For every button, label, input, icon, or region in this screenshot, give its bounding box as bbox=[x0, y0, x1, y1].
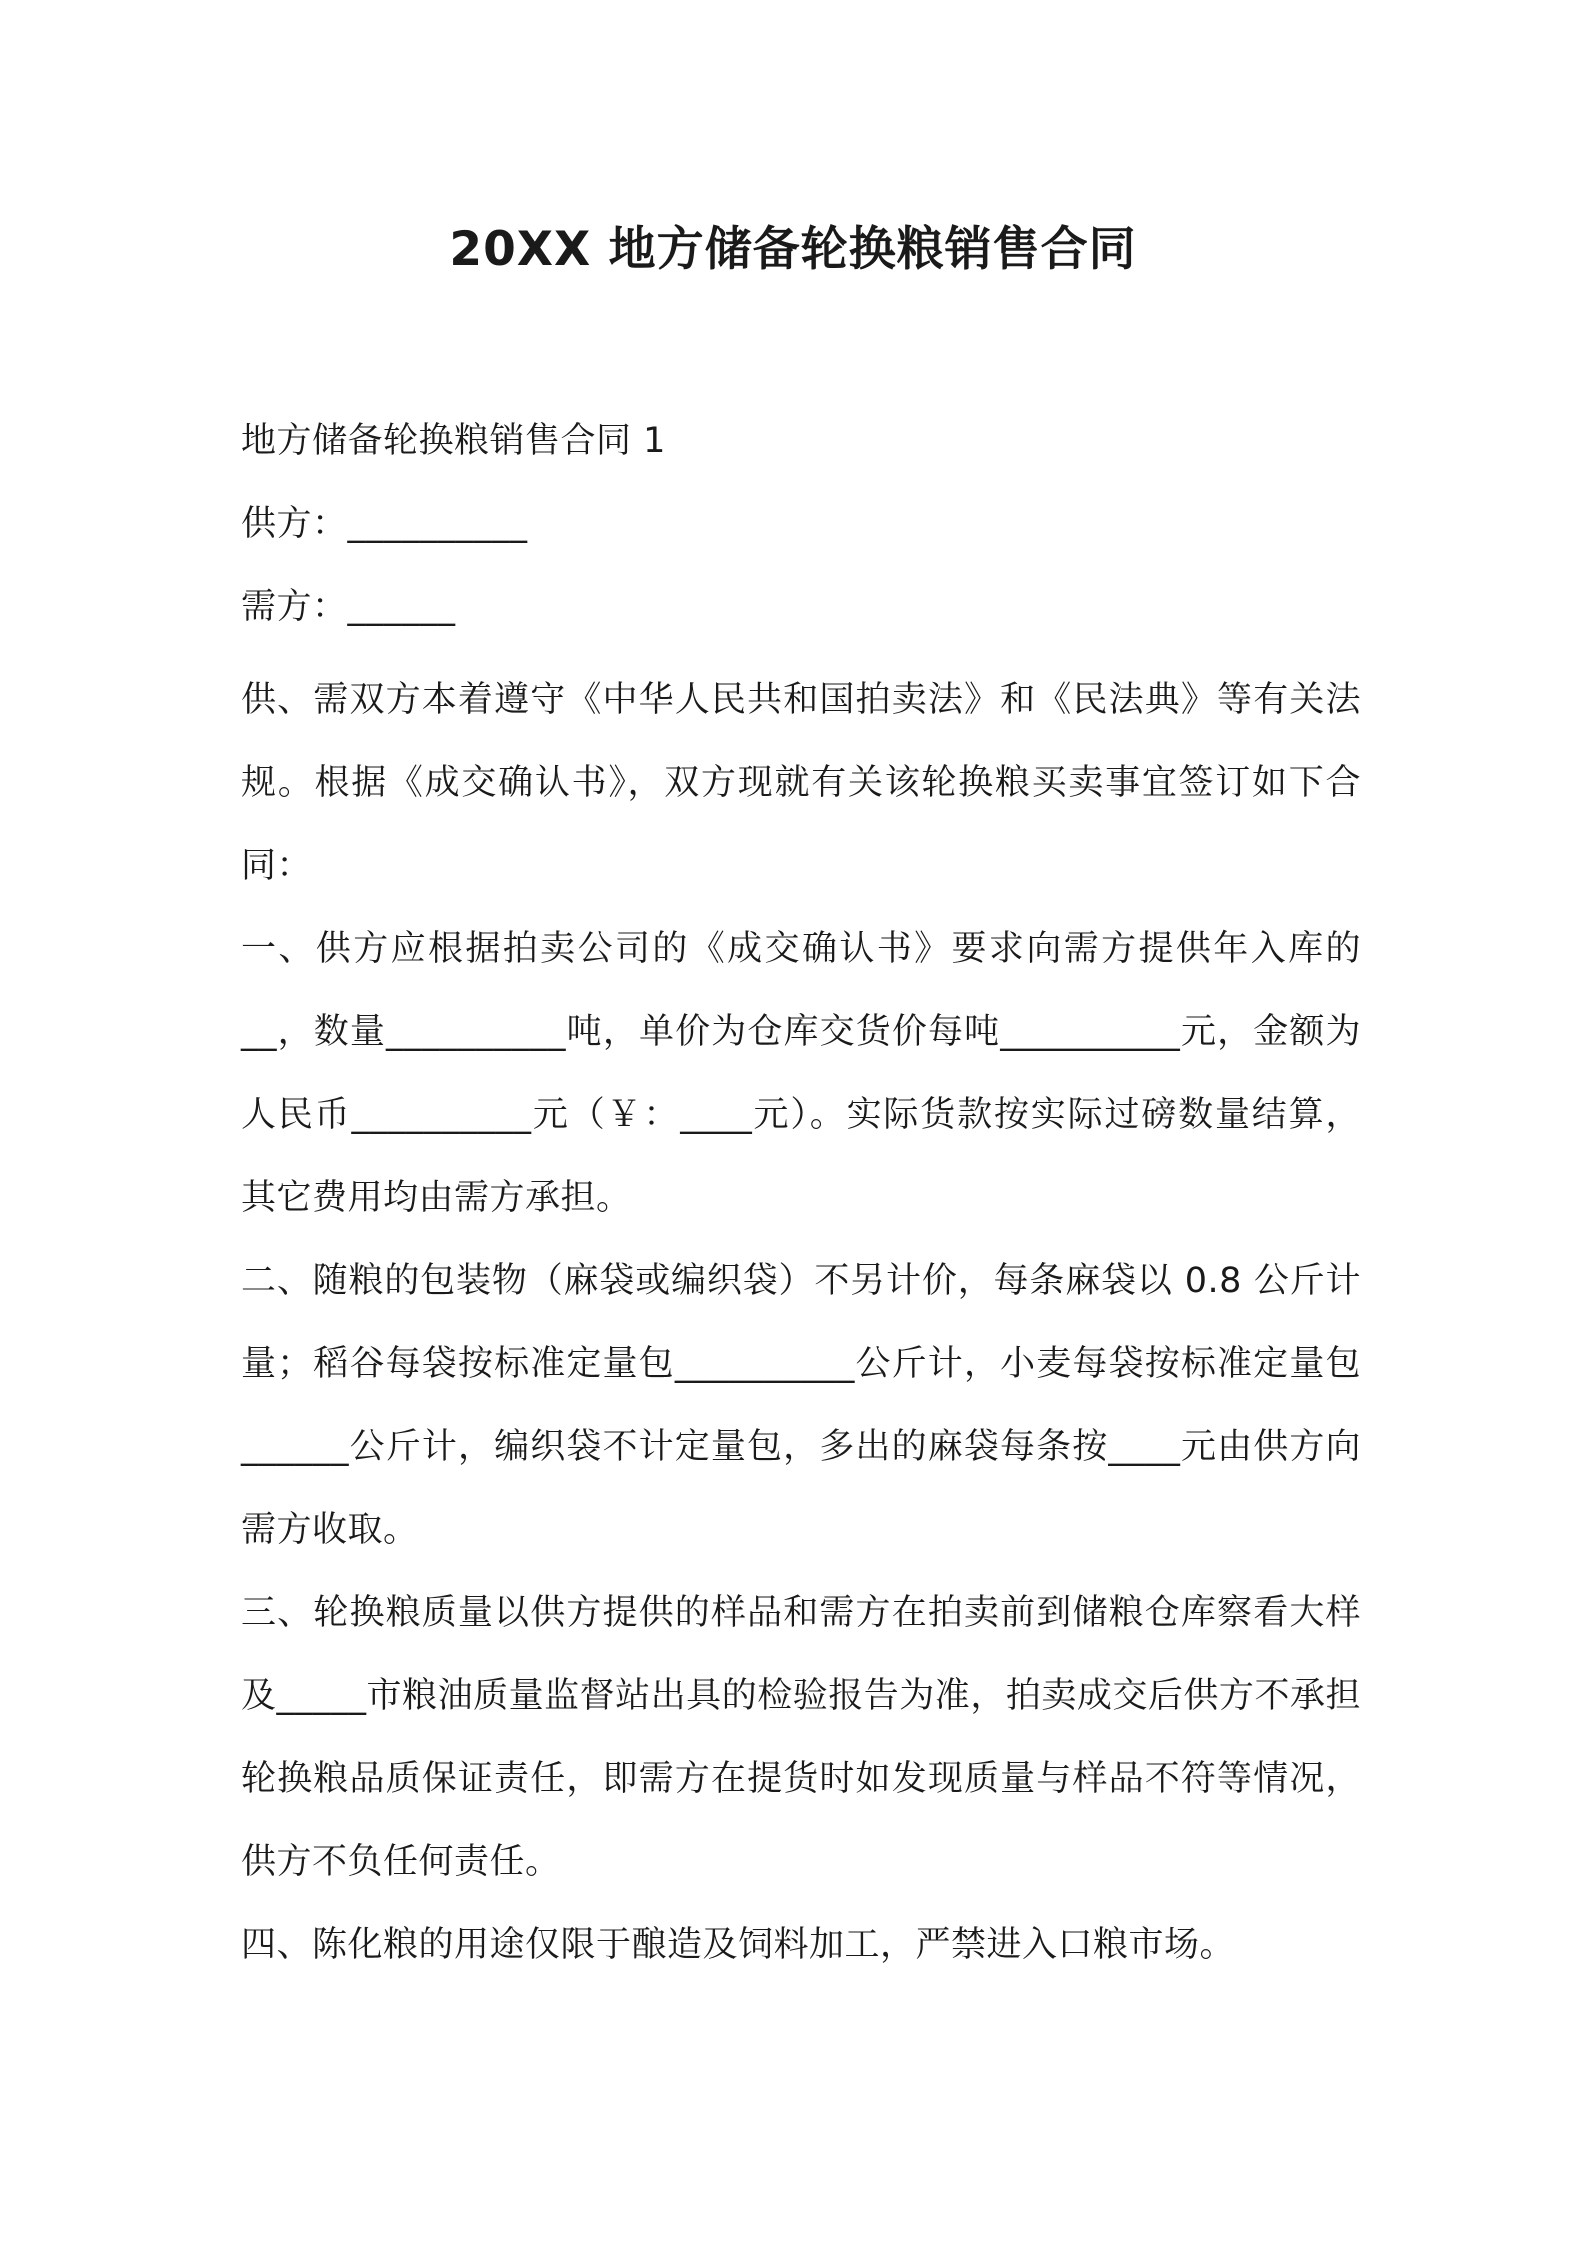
clause-3-paragraph: 三、轮换粮质量以供方提供的样品和需方在拍卖前到储粮仓库察看大样及_____市粮油质量监督站出具的检验报告为准，拍卖成交后供方不承担轮换粮品质保证责任，即需方在提货时如发现质量与样品不符等情况，供方不负任何责任。 bbox=[241, 1593, 1361, 1882]
buyer-line: 需方：______ bbox=[241, 587, 456, 627]
preamble-paragraph: 供、需双方本着遵守《中华人民共和国拍卖法》和《民法典》等有关法规。根据《成交确认书》，双方现就有关该轮换粮买卖事宜签订如下合同： bbox=[241, 680, 1361, 886]
document-title: 20XX 地方储备轮换粮销售合同 bbox=[449, 222, 1137, 277]
contract-subtitle: 地方储备轮换粮销售合同 1 bbox=[241, 421, 666, 461]
document-body bbox=[241, 410, 1361, 1987]
clause-1-paragraph: 一、供方应根据拍卖公司的《成交确认书》要求向需方提供年入库的__，数量__________吨，单价为仓库交货价每吨__________元，金额为人民币__________元（￥：____元）。实际货款按实际过磅数量结算，其它费用均由需方承担。 bbox=[241, 929, 1361, 1218]
supplier-line: 供方：__________ bbox=[241, 504, 528, 544]
clause-2-paragraph: 二、随粮的包装物（麻袋或编织袋）不另计价，每条麻袋以 0.8 公斤计量；稻谷每袋按标准定量包__________公斤计，小麦每袋按标准定量包______公斤计，编织袋不计定量包，多出的麻袋每条按____元由供方向需方收取。 bbox=[241, 1261, 1361, 1550]
clause-4-paragraph: 四、陈化粮的用途仅限于酿造及饲料加工，严禁进入口粮市场。 bbox=[241, 1925, 1236, 1965]
